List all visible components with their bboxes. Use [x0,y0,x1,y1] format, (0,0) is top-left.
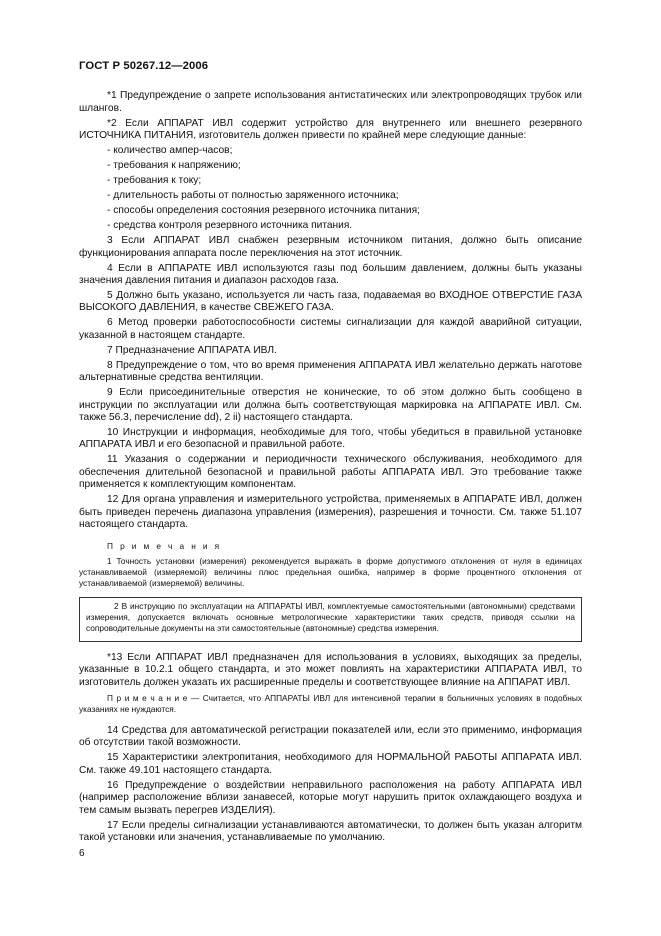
paragraph-2: *2 Если АППАРАТ ИВЛ содержит устройство для внутреннего или внешнего резервного ИСТОЧНИКА ПИТАНИЯ, изготовитель должен привести по крайней мере следующие данные: [79,117,582,142]
paragraph-15: 15 Характеристики электропитания, необходимого для НОРМАЛЬНОЙ РАБОТЫ АППАРАТА ИВЛ. См. также 49.101 настоящего стандарта. [79,752,582,776]
paragraph-7: 7 Предназначение АППАРАТА ИВЛ. [107,344,277,356]
paragraph-8: 8 Предупреждение о том, что во время применения АППАРАТА ИВЛ желательно держать наготове альтернативные средства вентиляции. [79,359,582,384]
paragraph-10: 10 Инструкции и информация, необходимые для того, чтобы убедиться в правильной установке АППАРАТА ИВЛ и его безопасной и правильной работе. [79,427,582,451]
note-1: 1 Точность установки (измерения) рекомендуется выражать в форме допустимого отклонения от нуля в единицах устанавливаемой (измеряемой) величины плюс предельная ошибка, например в форме процентного отклонения от устанавливаемой (измеряемой) величины. [79,555,582,588]
paragraph-17: 17 Если пределы сигнализации устанавливаются автоматически, то должен быть указан алгоритм такой установки или значения, устанавливаемые по умолчанию. [79,819,582,843]
note-13: П р и м е ч а н и е — Считается, что АППАРАТЫ ИВЛ для интенсивной терапии в больничных условиях в подобных указаниях не нуждаются. [79,692,582,714]
document-header: ГОСТ Р 50267.12—2006 [79,60,209,72]
paragraph-5: 5 Должно быть указано, используется ли часть газа, подаваемая во ВХОДНОЕ ОТВЕРСТИЕ ГАЗА ВЫСОКОГО ДАВЛЕНИЯ, в качестве СВЕЖЕГО ГАЗА. [79,290,582,314]
paragraph-11: 11 Указания о содержании и периодичности технического обслуживания, необходимого для обеспечения длительной безопасной и правильной работы АППАРАТА ИВЛ. Это требование также применяется к комплектующим компонентам. [79,454,582,491]
boxed-note [79,597,582,642]
list-item: - способы определения состояния резервного источника питания; [107,205,420,217]
paragraph-9: 9 Если присоединительные отверстия не конические, то об этом должно быть сообщено в инструкции по эксплуатации или должна быть соответствующая маркировка на АППАРАТЕ ИВЛ. См. также 56.3, перечисление dd), 2 ii) настоящего стандарта. [79,387,582,424]
page-number: 6 [79,848,85,859]
list-item: - средства контроля резервного источника питания. [107,220,353,232]
list-item: - количество ампер-часов; [107,145,233,157]
list-item: - требования к току; [107,175,202,187]
paragraph-14: 14 Средства для автоматической регистрации показателей или, если это применимо, информация об отсутствии такой возможности. [79,724,582,749]
list-item: - длительность работы от полностью заряженного источника; [107,190,399,202]
paragraph-3: 3 Если АППАРАТ ИВЛ снабжен резервным источником питания, должно быть описание функционирования аппарата после переключения на этот источник. [79,235,582,259]
paragraph-4: 4 Если в АППАРАТЕ ИВЛ используются газы под большим давлением, должны быть указаны значения давления питания и диапазон расходов газа. [79,262,582,287]
paragraph-16: 16 Предупреждение о воздействии неправильного расположения на работу АППАРАТА ИВЛ (например расположение вблизи занавесей, которые могут нарушить приток охлаждающего воздуха и тем самым вызвать перегрев ИЗДЕЛИЯ). [79,779,582,816]
note-2: 2 В инструкцию по эксплуатации на АППАРАТЫ ИВЛ, комплектуемые самостоятельными (автономными) средствами измерения, допускается включать основные метрологические характеристики таких средств, приводя ссылки на сопроводительные документы на эти самостоятельные (автономные) средства измерения. [86,600,575,633]
paragraph-6: 6 Метод проверки работоспособности системы сигнализации для каждой аварийной ситуации, указанной в настоящем стандарте. [79,317,582,341]
paragraph-12: 12 Для органа управления и измерительного устройства, применяемых в АППАРАТЕ ИВЛ, должен быть приведен перечень диапазона управления (измерения), разрешения и точности. См. также 51.107 настоящего стандарта. [79,494,582,531]
paragraph-1: *1 Предупреждение о запрете использования антистатических или электропроводящих трубок или шлангов. [79,90,582,114]
paragraph-13: *13 Если АППАРАТ ИВЛ предназначен для использования в условиях, выходящих за пределы, указанные в 10.2.1 общего стандарта, и это может повлиять на характеристики АППАРАТА ИВЛ, то изготовитель должен указать их расширенные пределы и соответствующее влияние на АППАРАТ ИВЛ. [79,651,582,688]
notes-heading: П р и м е ч а н и я [107,540,222,551]
list-item: - требования к напряжению; [107,160,241,172]
